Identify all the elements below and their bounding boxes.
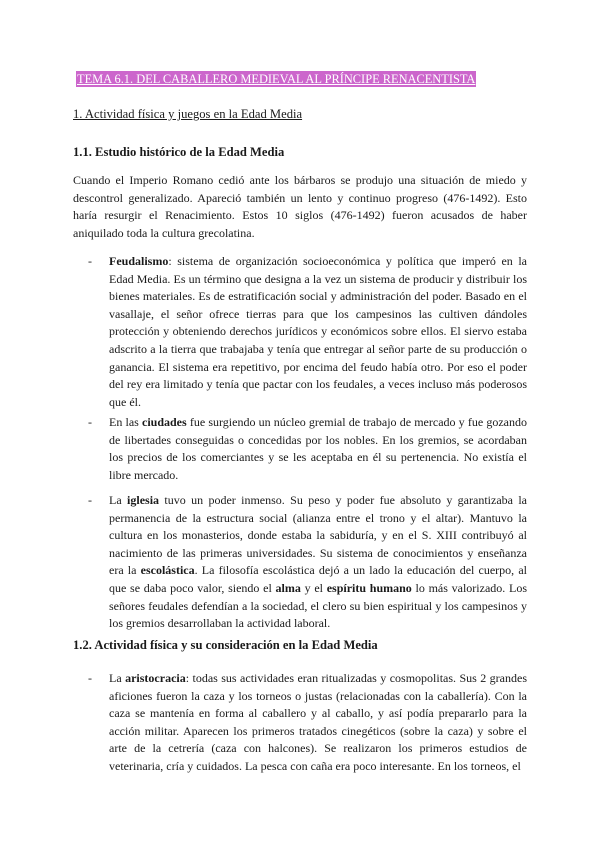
list-item-ciudades: [109, 414, 527, 484]
ciudades-pre: En las: [109, 415, 142, 429]
ciudades-text: fue surgiendo un núcleo gremial de trabajo de mercado y fue gozando de libertades conseguidas o concedidas por los nobles. En los gremios, se acordaban los precios de los comerciantes y se les aceptaba en él su pertenencia. No existía el libre mercado.: [109, 415, 527, 482]
aristocracia-pre: La: [109, 671, 126, 685]
aristocracia-text: : todas sus actividades eran ritualizadas y cosmopolitas. Sus 2 grandes aficiones fueron la caza y los torneos o justas (relacionadas con la caballería). Con la caza se mantenía en forma al caballero y al caballo, y así podía prepararlo para la acción militar. Aparecen los primeros tratados cinegéticos (sobre la caza) y sobre el arte de la cetrería (caza con halcones). Se realizaron los primeros estudios de veterinaria, cría y cuidados. La pesca con caña era poco interesante. En los torneos, el: [109, 671, 527, 773]
document-title: TEMA 6.1. DEL CABALLERO MEDIEVAL AL PRÍNCIPE RENACENTISTA: [77, 72, 476, 86]
subsection-heading: 1.2. Actividad física y su consideración en la Edad Media: [73, 638, 378, 652]
list-item-feudalismo: [109, 253, 527, 411]
term-espiritu-humano: espíritu humano: [326, 580, 412, 595]
iglesia-pre: La: [109, 493, 128, 507]
term-escolastica: escolástica: [140, 563, 195, 578]
list-item-iglesia: [109, 492, 527, 633]
term-aristocracia: aristocracia: [125, 671, 186, 685]
iglesia-text-3: y el: [300, 580, 327, 595]
iglesia-text-2: . La filosofía escolástica dejó a un lado la educación del cuerpo, al que se daba poco valor, siendo el: [109, 563, 527, 595]
intro-paragraph: Cuando el Imperio Romano cedió ante los bárbaros se produjo una situación de miedo y descontrol generalizado. Apareció también un lento y continuo progreso (476-1492). Esto haría resurgir el Renacimiento. Estos 10 siglos (476-1492) fueron acusados de haber aniquilado toda la cultura grecolatina.: [73, 173, 527, 240]
section-heading: 1. Actividad física y juegos en la Edad Media: [73, 107, 303, 121]
list-item-aristocracia: [109, 670, 527, 776]
iglesia-text-1: tuvo un poder inmenso. Su peso y poder fue absoluto y garantizaba la permanencia de la estructura social (alianza entre el trono y el altar). Mantuvo la cultura en los monasterios, donde estaba la sabiduría, y en el S. XIII contribuyó al nacimiento de las primeras universidades. Su sistema de conocimientos y enseñanza era la: [109, 493, 528, 578]
subsection-heading: 1.1. Estudio histórico de la Edad Media: [73, 145, 285, 159]
term-feudalismo: Feudalismo: [109, 254, 169, 268]
bullet-marker: -: [88, 254, 92, 268]
term-iglesia: iglesia: [127, 493, 160, 507]
term-alma: alma: [275, 580, 301, 595]
feudalismo-text: : sistema de organización socioeconómica y política que imperó en la Edad Media. Es un término que designa a la vez un sistema de producir y distribuir los bienes materiales. Es de estratificación social y administración del poder. Basado en el vasallaje, el señor ofrece tierras para que los campesinos las cultiven dándoles protección y obteniendo derechos jurídicos y económicos sobre ellos. El siervo estaba adscrito a la tierra que trabajaba y tenía que entregar al señor parte de su producción o ganancia. El sistema era repetitivo, por encima del feudo había otro. Por eso el poder del rey era limitado y tenía que pactar con los feudales, a veces incluso más poderosos que él.: [109, 254, 527, 409]
iglesia-text-4: lo más valorizado. Los señores feudales defendían a la sociedad, el clero su bien espiritual y los campesinos y los gremios desarrollaban la actividad laboral.: [109, 580, 527, 631]
bullet-marker: -: [88, 415, 92, 429]
bullet-marker: -: [88, 493, 92, 507]
bullet-marker: -: [88, 671, 92, 685]
term-ciudades: ciudades: [142, 415, 187, 429]
